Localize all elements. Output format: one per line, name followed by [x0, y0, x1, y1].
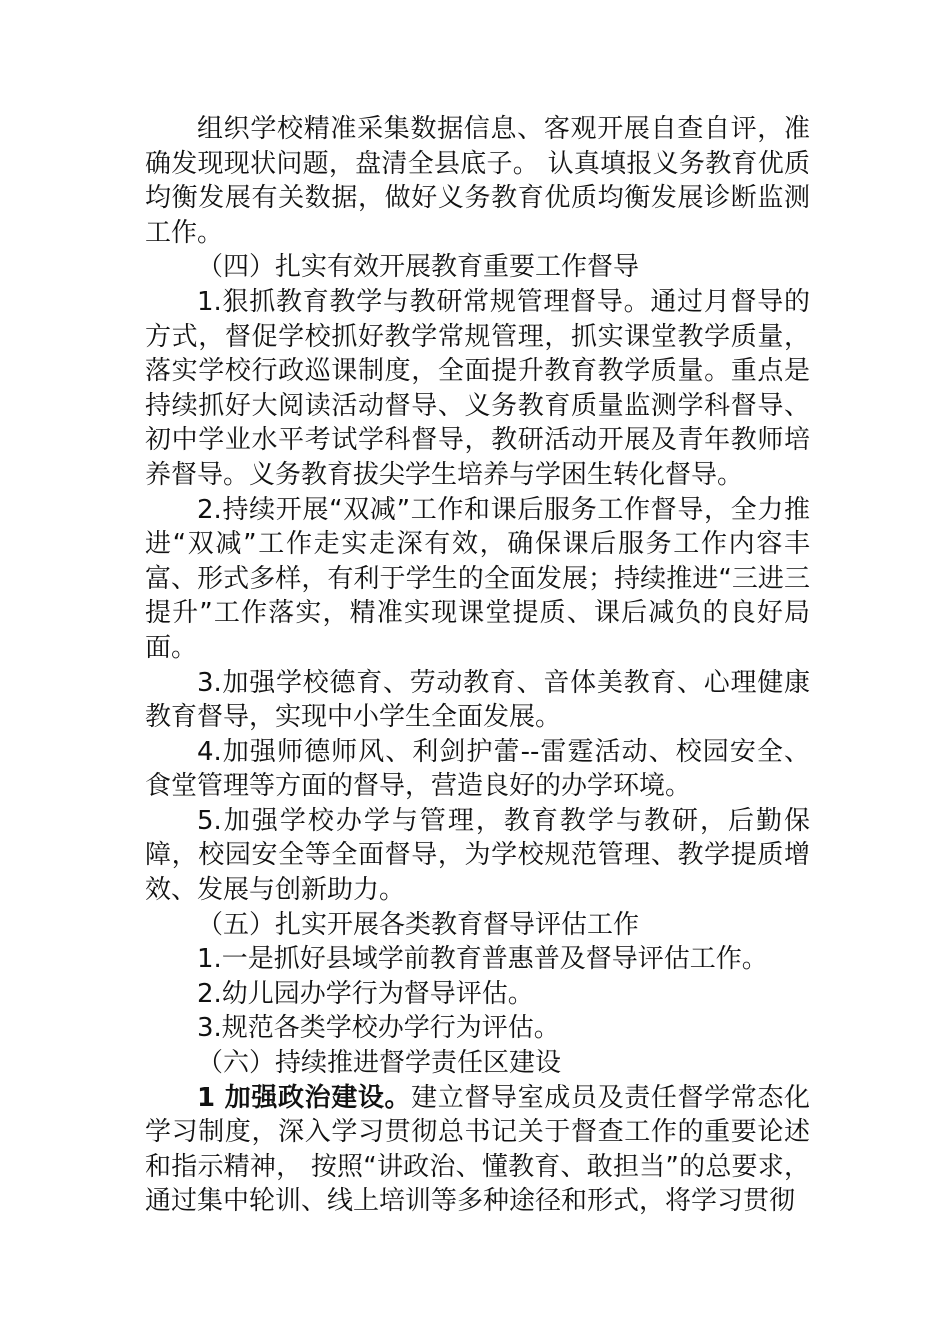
paragraph-political-building — [145, 1081, 810, 1219]
paragraph-bold-lead: 1 加强政治建设。 — [197, 1082, 412, 1113]
section-heading-5: （五）扎实开展各类教育督导评估工作 — [197, 909, 640, 940]
paragraph-data-collection: 组织学校精准采集数据信息、客观开展自查自评，准确发现现状问题，盘清全县底子。 认真填报义务教育优质均衡发展有关数据，做好义务教育优质均衡发展诊断监测工作。 — [145, 114, 810, 248]
document-body — [145, 112, 810, 1219]
paragraph-political-building-text: 建立督导室成员及责任督学常态化学习制度，深入学习贯彻总书记关于督查工作的重要论述和指示精神， 按照“讲政治、懂教育、敢担当”的总要求，通过集中轮训、线上培训等多种途径和形式，将学习贯彻 — [145, 1082, 810, 1217]
paragraph-preschool-evaluation: 1.一是抓好县域学前教育普惠普及督导评估工作。 — [197, 944, 768, 975]
paragraph-school-conduct-evaluation: 3.规范各类学校办学行为评估。 — [197, 1013, 560, 1044]
section-heading-4: （四）扎实有效开展教育重要工作督导 — [197, 252, 640, 283]
paragraph-teaching-supervision: 1.狠抓教育教学与教研常规管理督导。通过月督导的方式，督促学校抓好教学常规管理，抓实课堂教学质量，落实学校行政巡课制度，全面提升教育教学质量。重点是持续抓好大阅读活动督导、义务教育质量监测学科督导、初中学业水平考试学科督导，教研活动开展及青年教师培养督导。义务教育拔尖学生培养与学困生转化督导。 — [145, 286, 810, 490]
paragraph-moral-education: 3.加强学校德育、劳动教育、音体美教育、心理健康教育督导，实现中小学生全面发展。 — [145, 667, 810, 733]
paragraph-double-reduction: 2.持续开展“双减”工作和课后服务工作督导，全力推进“双减”工作走实走深有效，确保课后服务工作内容丰富、形式多样，有利于学生的全面发展；持续推进“三进三提升”工作落实，精准实现课堂提质、课后减负的良好局面。 — [145, 494, 810, 663]
paragraph-teacher-ethics: 4.加强师德师风、利剑护蕾--雷霆活动、校园安全、食堂管理等方面的督导，营造良好的办学环境。 — [145, 736, 810, 802]
paragraph-school-management: 5.加强学校办学与管理，教育教学与教研，后勤保障，校园安全等全面督导，为学校规范管理、教学提质增效、发展与创新助力。 — [145, 805, 810, 906]
paragraph-kindergarten-evaluation: 2.幼儿园办学行为督导评估。 — [197, 978, 534, 1009]
section-heading-6: （六）持续推进督学责任区建设 — [197, 1048, 562, 1079]
